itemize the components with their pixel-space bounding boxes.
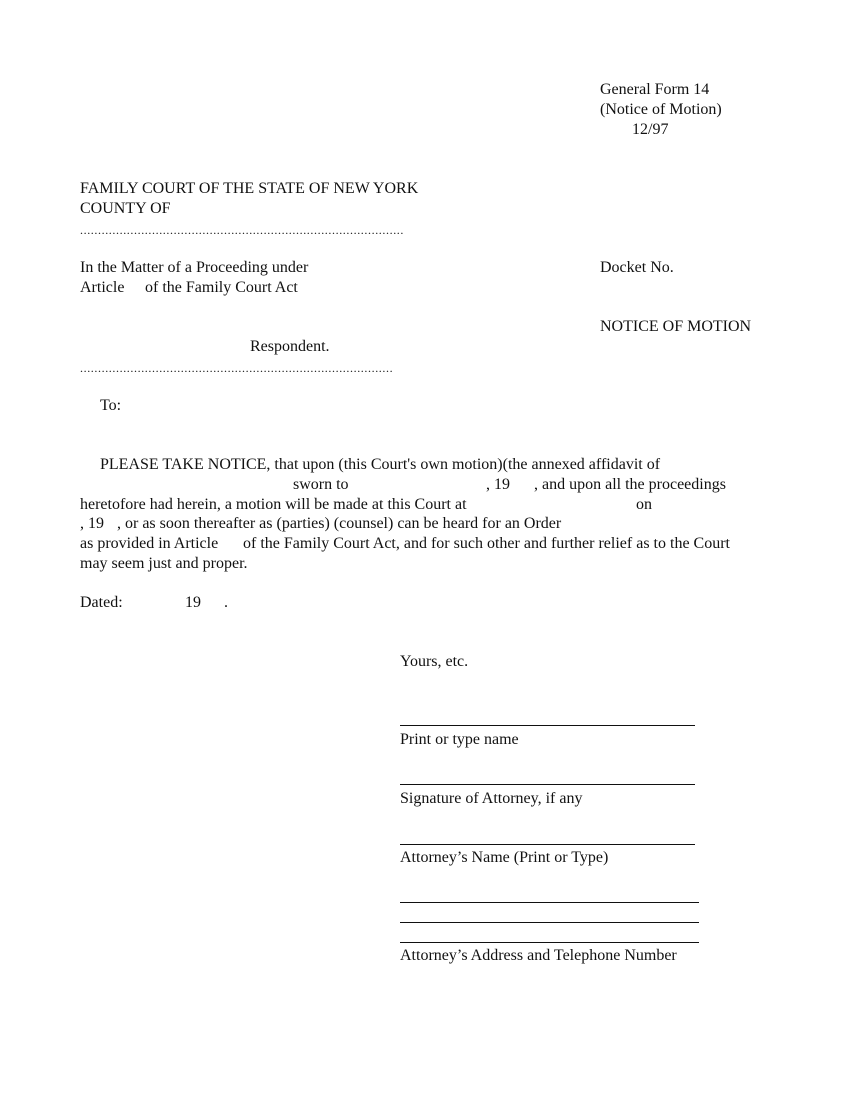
body-hearing-year: , 19 xyxy=(80,515,104,532)
body-line-5: of the Family Court Act, and for such other and further relief as to the Court xyxy=(243,535,730,552)
matter-article-rest: of the Family Court Act xyxy=(145,279,298,296)
attorney-address-line-1 xyxy=(400,902,699,903)
body-line-3: heretofore had herein, a motion will be made at this Court at xyxy=(80,496,467,513)
body-line-6: may seem just and proper. xyxy=(80,555,248,572)
body-line-1: PLEASE TAKE NOTICE, that upon (this Court's own motion)(the annexed affidavit of xyxy=(100,456,661,473)
to-label: To: xyxy=(100,397,122,414)
dated-year: 19 xyxy=(185,594,201,611)
county-dotted-line: .......................................................................................... xyxy=(80,224,404,236)
print-name-line xyxy=(400,725,695,726)
body-sworn-to: sworn to xyxy=(293,476,349,493)
attorney-address-line-2 xyxy=(400,922,699,923)
print-name-label: Print or type name xyxy=(400,731,519,748)
caption-dotted-line: ....................................................................................... xyxy=(80,362,394,374)
dated-label: Dated: xyxy=(80,594,123,611)
body-article-label: as provided in Article xyxy=(80,535,219,552)
document-title: NOTICE OF MOTION xyxy=(600,318,752,335)
form-number: General Form 14 xyxy=(600,81,710,98)
body-on: on xyxy=(636,496,652,513)
form-revision: 12/97 xyxy=(632,121,669,138)
dated-period: . xyxy=(224,594,228,611)
county-label: COUNTY OF xyxy=(80,200,171,217)
attorney-address-line-3 xyxy=(400,942,699,943)
court-name: FAMILY COURT OF THE STATE OF NEW YORK xyxy=(80,180,419,197)
matter-article-label: Article xyxy=(80,279,125,296)
body-sworn-year: , 19 xyxy=(486,476,510,493)
attorney-signature-label: Signature of Attorney, if any xyxy=(400,790,583,807)
attorney-name-line xyxy=(400,844,695,845)
matter-line-1: In the Matter of a Proceeding under xyxy=(80,259,309,276)
closing-yours-etc: Yours, etc. xyxy=(400,653,469,670)
respondent-label: Respondent. xyxy=(250,338,330,355)
form-type: (Notice of Motion) xyxy=(600,101,722,118)
attorney-address-label: Attorney’s Address and Telephone Number xyxy=(400,947,677,964)
body-line-4: , or as soon thereafter as (parties) (counsel) can be heard for an Order xyxy=(117,515,562,532)
attorney-name-label: Attorney’s Name (Print or Type) xyxy=(400,849,609,866)
docket-label: Docket No. xyxy=(600,259,674,276)
attorney-signature-line xyxy=(400,784,695,785)
body-proceedings: , and upon all the proceedings xyxy=(534,476,726,493)
